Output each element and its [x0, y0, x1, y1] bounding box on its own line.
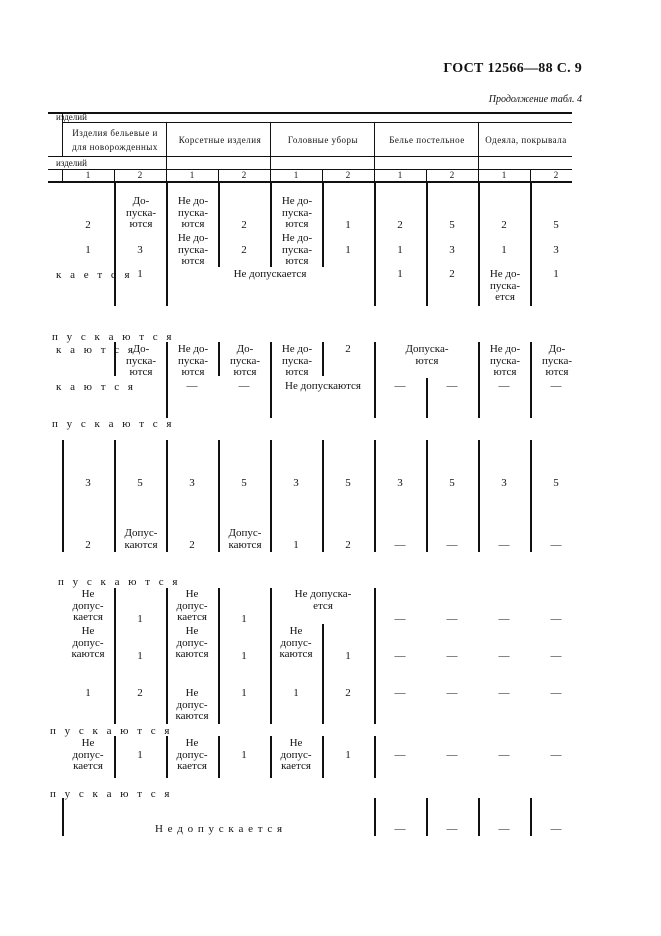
cell-number: 1 — [85, 244, 91, 256]
cell-number: 2 — [241, 244, 247, 256]
cell-dash: — — [446, 380, 458, 392]
cell-text: Не допус- кается — [176, 588, 208, 623]
column-rule — [426, 440, 428, 552]
cell-dash: — — [550, 749, 562, 761]
category-header-bedlinen: Белье постельное — [389, 135, 465, 145]
cell-dash: — — [550, 650, 562, 662]
category-header-underwear: Изделия бельевые и для новорожденных — [72, 128, 158, 152]
cell-text: Не допус- каются — [71, 625, 105, 660]
cell-number: 3 — [449, 244, 455, 256]
subcol-header: 2 — [345, 170, 351, 180]
row-stub-label: к а ю т с я — [56, 381, 136, 393]
row-stub-label: п у с к а ю т с я — [50, 725, 173, 737]
cell-text: Не допус- кается — [176, 737, 208, 772]
cell-dash: — — [186, 380, 198, 392]
cell-number: 1 — [345, 749, 351, 761]
cell-dash: — — [394, 380, 406, 392]
cell-dash: — — [394, 613, 406, 625]
cell-text: До- пуска- ются — [542, 343, 572, 378]
cell-dash: — — [498, 613, 510, 625]
cell-dash: — — [394, 687, 406, 699]
cell-text: Не допускается — [233, 268, 307, 280]
cell-dash: — — [446, 539, 458, 551]
stub-header-top: изделий — [56, 112, 87, 122]
cell-number: 1 — [345, 244, 351, 256]
cell-number: 1 — [241, 749, 247, 761]
cell-dash: — — [446, 650, 458, 662]
category-header-blankets: Одеяла, покрывала — [485, 135, 567, 145]
cell-number: 3 — [397, 477, 403, 489]
subcol-header: 2 — [553, 170, 559, 180]
subcol-header: 1 — [85, 170, 91, 180]
subcol-header: 2 — [137, 170, 143, 180]
header-divider — [166, 122, 167, 181]
cell-number: 5 — [241, 477, 247, 489]
cell-dash: — — [446, 749, 458, 761]
cell-text: Допус- каются — [124, 527, 158, 551]
cell-dash: — — [498, 823, 510, 835]
cell-text: Не допуска- ется — [294, 588, 352, 612]
cell-number: 1 — [241, 650, 247, 662]
cell-number: 3 — [293, 477, 299, 489]
row-stub-label: п у с к а ю т с я — [52, 418, 175, 430]
subcol-header: 2 — [241, 170, 247, 180]
cell-text: Не допус- кается — [72, 737, 104, 772]
cell-text: Не до- пуска- ются — [281, 232, 313, 267]
cell-text: Не до- пуска- ется — [489, 268, 521, 303]
page-header-title: ГОСТ 12566—88 С. 9 — [443, 61, 582, 76]
cell-number: 1 — [137, 268, 143, 280]
cell-text: Не до- пуска- ются — [281, 195, 313, 230]
column-rule — [530, 440, 532, 552]
stub-header-bottom: изделий — [56, 158, 87, 168]
cell-number: 3 — [501, 477, 507, 489]
cell-number: 1 — [397, 268, 403, 280]
column-rule — [478, 440, 480, 552]
cell-number: 2 — [137, 687, 143, 699]
subcol-header: 1 — [501, 170, 507, 180]
cell-number: 1 — [137, 749, 143, 761]
cell-number: 2 — [501, 219, 507, 231]
cell-number: 1 — [293, 687, 299, 699]
cell-dash: — — [550, 823, 562, 835]
header-divider — [62, 169, 63, 181]
cell-dash: — — [238, 380, 250, 392]
cell-number: 5 — [345, 477, 351, 489]
cell-dash: — — [394, 749, 406, 761]
cell-dash: — — [498, 380, 510, 392]
cell-number: 2 — [345, 687, 351, 699]
header-divider — [270, 122, 271, 181]
cell-number: 2 — [85, 539, 91, 551]
cell-dash: — — [446, 687, 458, 699]
row-stub-label: п у с к а ю т с я — [52, 331, 175, 343]
subcol-header: 2 — [449, 170, 455, 180]
cell-number: 1 — [137, 613, 143, 625]
cell-number: 5 — [449, 477, 455, 489]
cell-text: До- пуска- ются — [126, 195, 156, 230]
cell-dash: — — [446, 823, 458, 835]
cell-text: До- пуска- ются — [230, 343, 260, 378]
cell-number: 2 — [85, 219, 91, 231]
cell-number: 2 — [241, 219, 247, 231]
cell-number: 1 — [501, 244, 507, 256]
cell-dash: — — [498, 687, 510, 699]
cell-dash: — — [394, 650, 406, 662]
table-continuation-note: Продолжение табл. 4 — [488, 94, 582, 105]
column-rule — [374, 440, 376, 552]
cell-dash: — — [446, 613, 458, 625]
cell-dash: — — [550, 539, 562, 551]
header-rule-1 — [62, 122, 572, 123]
category-header-headwear: Головные уборы — [287, 135, 359, 145]
cell-number: 1 — [345, 650, 351, 662]
cell-text: Не допус- кается — [280, 737, 312, 772]
header-divider — [426, 169, 427, 181]
cell-number: 1 — [85, 687, 91, 699]
cell-dash: — — [550, 687, 562, 699]
cell-number: 2 — [345, 539, 351, 551]
column-rule — [166, 440, 168, 552]
cell-text: Не допускаются — [285, 380, 361, 392]
table-top-rule — [48, 112, 572, 114]
header-bottom-rule — [48, 181, 572, 183]
header-divider — [374, 122, 375, 181]
cell-number: 5 — [553, 219, 559, 231]
header-divider — [530, 169, 531, 181]
cell-number: 2 — [189, 539, 195, 551]
cell-number: 1 — [345, 219, 351, 231]
header-divider — [114, 169, 115, 181]
row-stub-label: п у с к а ю т с я — [50, 788, 173, 800]
cell-text: До- пуска- ются — [126, 343, 156, 378]
header-divider — [218, 169, 219, 181]
cell-text: Допус- каются — [228, 527, 262, 551]
cell-number: 5 — [137, 477, 143, 489]
cell-dash: — — [498, 539, 510, 551]
header-divider — [62, 112, 63, 157]
cell-number: 3 — [137, 244, 143, 256]
cell-dash: — — [550, 380, 562, 392]
column-rule — [62, 440, 64, 552]
cell-text: Не допус- каются — [175, 625, 209, 660]
column-rule — [322, 440, 324, 552]
cell-number: 1 — [293, 539, 299, 551]
cell-text: Не до- пуска- ются — [281, 343, 313, 378]
cell-number: 2 — [449, 268, 455, 280]
cell-text: Н е д о п у с к а е т с я — [154, 823, 284, 835]
cell-number: 3 — [85, 477, 91, 489]
row-stub-label: к а е т с я — [56, 269, 133, 281]
cell-number: 5 — [553, 477, 559, 489]
subcol-header: 1 — [293, 170, 299, 180]
cell-text: Не допус- каются — [279, 625, 313, 660]
column-rule — [322, 624, 324, 724]
cell-text: Не до- пуска- ются — [177, 232, 209, 267]
cell-number: 2 — [345, 343, 351, 355]
subcol-header: 1 — [189, 170, 195, 180]
cell-number: 1 — [397, 244, 403, 256]
row-stub-label: к а ю т с я — [56, 344, 136, 356]
cell-number: 2 — [397, 219, 403, 231]
cell-number: 1 — [553, 268, 559, 280]
cell-text: Не до- пуска- ются — [177, 195, 209, 230]
cell-number: 5 — [449, 219, 455, 231]
cell-number: 1 — [241, 613, 247, 625]
cell-text: Не до- пуска- ются — [489, 343, 521, 378]
category-header-corset: Корсетные изделия — [178, 135, 262, 145]
header-rule-2 — [48, 156, 572, 157]
cell-number: 3 — [189, 477, 195, 489]
header-divider — [478, 122, 479, 181]
subcol-header: 1 — [397, 170, 403, 180]
cell-number: 3 — [553, 244, 559, 256]
cell-dash: — — [498, 749, 510, 761]
cell-text: Допуска- ются — [405, 343, 449, 367]
cell-text: Не допус- кается — [72, 588, 104, 623]
row-stub-label: п у с к а ю т с я — [58, 576, 181, 588]
cell-text: Не допус- каются — [175, 687, 209, 722]
cell-dash: — — [394, 539, 406, 551]
cell-dash: — — [498, 650, 510, 662]
cell-text: Не до- пуска- ются — [177, 343, 209, 378]
header-divider — [322, 169, 323, 181]
cell-number: 1 — [137, 650, 143, 662]
column-rule — [270, 440, 272, 552]
cell-dash: — — [550, 613, 562, 625]
cell-number: 1 — [241, 687, 247, 699]
cell-dash: — — [394, 823, 406, 835]
